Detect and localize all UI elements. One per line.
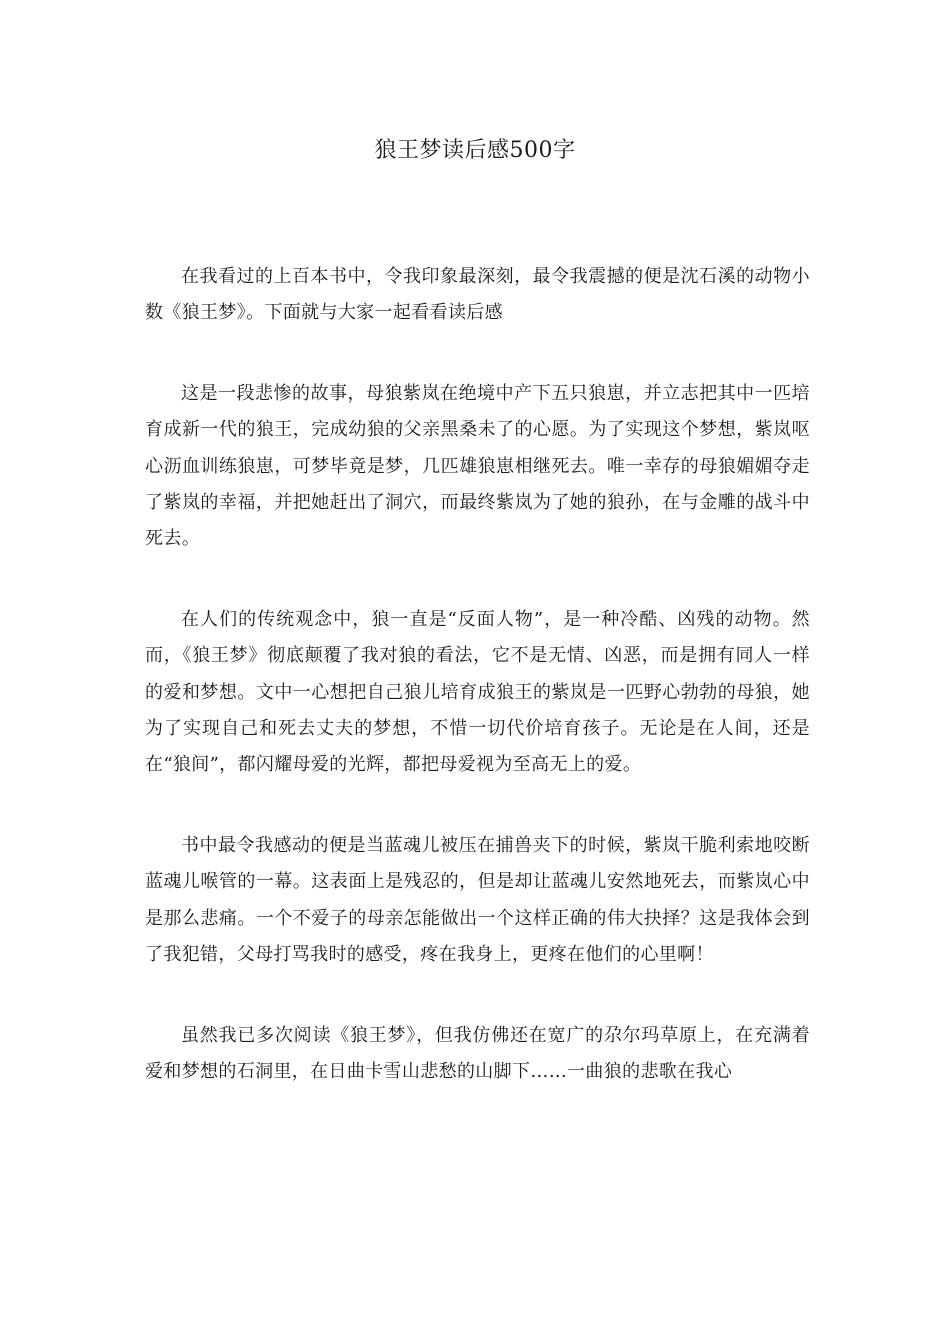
- paragraph-5: 虽然我已多次阅读《狼王梦》，但我仿佛还在宽广的尕尔玛草原上，在充满着爱和梦想的石洞里，在日曲卡雪山悲愁的山脚下……一曲狼的悲歌在我心: [145, 1024, 810, 1082]
- paragraph-4: 书中最令我感动的便是当蓝魂儿被压在捕兽夹下的时候，紫岚干脆利索地咬断蓝魂儿喉管的一幕。这表面上是残忍的，但是却让蓝魂儿安然地死去，而紫岚心中是那么悲痛。一个不爱子的母亲怎能做出一个这样正确的伟大抉择？这是我体会到了我犯错，父母打骂我时的感受，疼在我身上，更疼在他们的心里啊！: [145, 834, 810, 966]
- paragraph-1: 在我看过的上百本书中，令我印象最深刻，最令我震撼的便是沈石溪的动物小数《狼王梦》。下面就与大家一起看看读后感: [145, 266, 810, 324]
- document-body: [145, 259, 810, 1090]
- paragraph-3: 在人们的传统观念中，狼一直是“反面人物”，是一种冷酷、凶残的动物。然而，《狼王梦》彻底颠覆了我对狼的看法，它不是无情、凶恶，而是拥有同人一样的爱和梦想。文中一心想把自己狼儿培育成狼王的紫岚是一匹野心勃勃的母狼，她为了实现自己和死去丈夫的梦想，不惜一切代价培育孩子。无论是在人间，还是在“狼间”，都闪耀母爱的光辉，都把母爱视为至高无上的爱。: [145, 608, 810, 776]
- document-title: 狼王梦读后感500字: [374, 138, 576, 163]
- paragraph-2: 这是一段悲惨的故事，母狼紫岚在绝境中产下五只狼崽，并立志把其中一匹培育成新一代的狼王，完成幼狼的父亲黑桑未了的心愿。为了实现这个梦想，紫岚呕心沥血训练狼崽，可梦毕竟是梦，几匹雄狼崽相继死去。唯一幸存的母狼媚媚夺走了紫岚的幸福，并把她赶出了洞穴，而最终紫岚为了她的狼孙，在与金雕的战斗中死去。: [145, 382, 810, 550]
